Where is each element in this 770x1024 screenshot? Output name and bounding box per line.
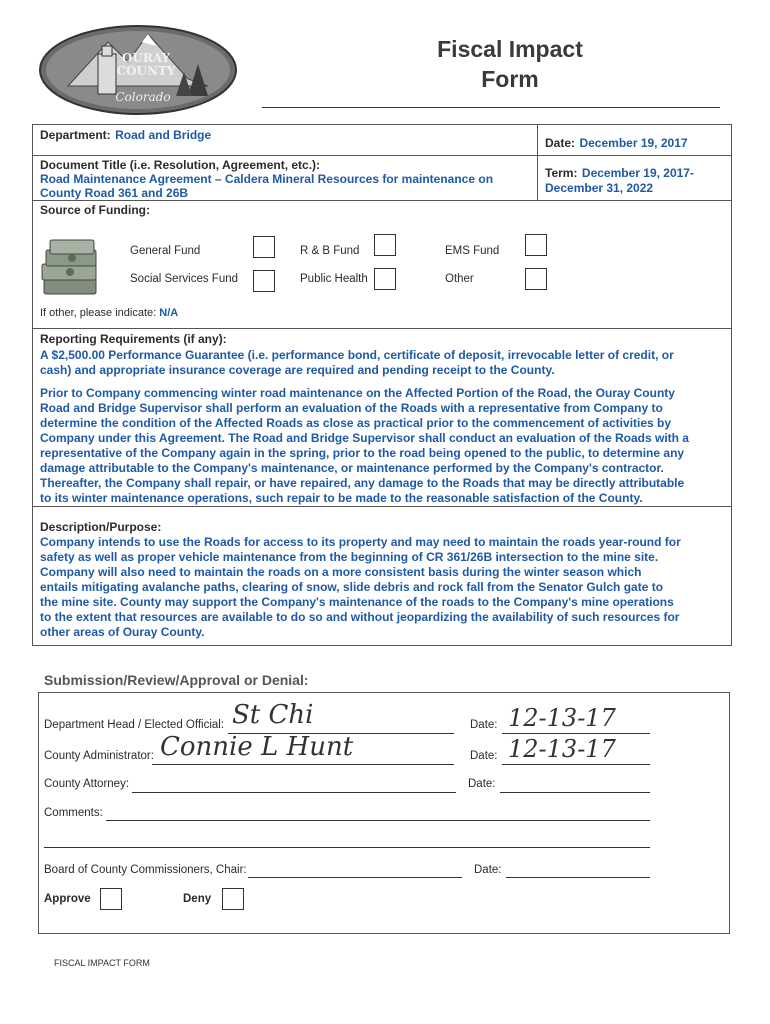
divider <box>32 328 732 329</box>
attorney-date-line[interactable] <box>500 792 650 793</box>
comments-line-1[interactable] <box>106 820 650 821</box>
text-line: to its winter maintenance operations, such repair to be made to the reasonable satisfaction of the County. <box>40 491 643 505</box>
board-chair-label: Board of County Commissioners, Chair: <box>44 864 247 876</box>
logo-text-colorado: Colorado <box>115 90 171 104</box>
fund-label-rb: R & B Fund <box>300 245 360 257</box>
administrator-signature-line[interactable] <box>152 764 454 765</box>
text-line: A $2,500.00 Performance Guarantee (i.e. performance bond, certificate of deposit, irrevocable letter of credit, or <box>40 348 674 362</box>
administrator-signature: Connie L Hunt <box>160 732 354 762</box>
comments-line-2[interactable] <box>44 847 650 848</box>
fund-label-social: Social Services Fund <box>130 273 239 285</box>
fund-label-other: Other <box>445 273 474 285</box>
text-line: representative of the Company again in the spring, prior to the road being opened to the public, to determine any <box>40 446 685 460</box>
text-line: other areas of Ouray County. <box>40 625 205 639</box>
date-value: December 19, 2017 <box>579 136 688 150</box>
money-stack-icon <box>40 238 100 300</box>
text-line: determine the condition of the Affected Roads as close as practical prior to the commencement of activities by <box>40 416 672 430</box>
date-label-3: Date: <box>468 778 496 790</box>
other-indicate <box>40 307 178 319</box>
document-title-line: County Road 361 and 26B <box>40 186 189 200</box>
reporting-paragraph-2 <box>40 386 730 506</box>
fund-label-ems: EMS Fund <box>445 245 500 257</box>
date-label-2: Date: <box>470 750 498 762</box>
text-line: to the extent that resources are available to do so and without jeopardizing the availability of such resources for <box>40 610 680 624</box>
term-value-2: December 31, 2022 <box>545 181 654 195</box>
administrator-label: County Administrator: <box>44 750 154 762</box>
dept-head-date-line[interactable] <box>502 733 650 734</box>
checkbox-ems-fund[interactable] <box>525 234 547 256</box>
comments-label: Comments: <box>44 807 103 819</box>
board-chair-date-line[interactable] <box>506 877 650 878</box>
document-title-label: Document Title (i.e. Resolution, Agreement, etc.): <box>40 158 321 172</box>
fund-label-public-health: Public Health <box>300 273 368 285</box>
ouray-county-logo <box>38 24 238 116</box>
text-line: Thereafter, the Company shall repair, or have repaired, any damage to the Roads that may be directly attributable <box>40 476 685 490</box>
funding-label: Source of Funding: <box>40 203 150 217</box>
divider <box>32 506 732 507</box>
checkbox-other[interactable] <box>525 268 547 290</box>
deny-label: Deny <box>183 893 212 905</box>
date-label-4: Date: <box>474 864 502 876</box>
reporting-label: Reporting Requirements (if any): <box>40 332 227 346</box>
document-title-line: Road Maintenance Agreement – Caldera Mineral Resources for maintenance on <box>40 172 494 186</box>
description-label: Description/Purpose: <box>40 520 162 534</box>
text-line: Company intends to use the Roads for access to its property and may need to maintain the roads year-round for <box>40 535 681 549</box>
checkbox-public-health[interactable] <box>374 268 396 290</box>
date-label-1: Date: <box>470 719 498 731</box>
date-label: Date: <box>545 136 576 150</box>
deny-checkbox[interactable] <box>222 888 244 910</box>
term-label: Term: <box>545 166 578 180</box>
text-line: entails mitigating avalanche paths, clearing of snow, slide debris and rock fall from the Senator Gulch gate to <box>40 580 664 594</box>
term-field <box>545 165 694 196</box>
attorney-signature-line[interactable] <box>132 792 456 793</box>
title-rule <box>262 107 720 108</box>
logo-text-county: COUNTY <box>116 64 176 78</box>
checkbox-social-services[interactable] <box>253 270 275 292</box>
divider <box>32 200 732 201</box>
dept-head-date: 12-13-17 <box>508 704 616 732</box>
administrator-date-line[interactable] <box>502 764 650 765</box>
text-line: Company under this Agreement. The Road and Bridge Supervisor shall conduct an evaluation of the Roads with a <box>40 431 689 445</box>
checkbox-rb-fund[interactable] <box>374 234 396 256</box>
date-field <box>545 134 688 152</box>
other-indicate-value: N/A <box>159 307 179 319</box>
checkbox-general-fund[interactable] <box>253 236 275 258</box>
administrator-date: 12-13-17 <box>508 735 616 763</box>
footer-text: FISCAL IMPACT FORM <box>54 958 150 968</box>
text-line: Road and Bridge Supervisor shall perform an evaluation of the Roads with a representative from Company to <box>40 401 663 415</box>
description-text <box>40 535 730 640</box>
text-line: Prior to Company commencing winter road maintenance on the Affected Portion of the Road, the Ouray County <box>40 386 675 400</box>
department-label: Department: <box>40 128 111 142</box>
attorney-label: County Attorney: <box>44 778 130 790</box>
term-value-1: December 19, 2017- <box>581 166 694 180</box>
dept-head-signature: St Chi <box>232 700 314 730</box>
text-line: cash) and appropriate insurance coverage are required and pending receipt to the County. <box>40 363 555 377</box>
title-line-1: Fiscal Impact <box>437 36 583 62</box>
document-title-value <box>40 172 493 200</box>
text-line: damage attributable to the Company's maintenance, or maintenance performed by the Company's contractor. <box>40 461 664 475</box>
department-field <box>40 126 211 144</box>
page-title <box>400 34 620 94</box>
other-indicate-label: If other, please indicate: <box>40 307 157 319</box>
title-line-2: Form <box>481 66 539 92</box>
text-line: Company will also need to maintain the roads on a more consistent basis during the winter season which <box>40 565 642 579</box>
approve-label: Approve <box>44 893 91 905</box>
board-chair-signature-line[interactable] <box>248 877 462 878</box>
approve-checkbox[interactable] <box>100 888 122 910</box>
text-line: safety as well as proper vehicle maintenance from the beginning of CR 361/26B intersection to the mine site. <box>40 550 659 564</box>
column-divider <box>537 124 538 200</box>
dept-head-label: Department Head / Elected Official: <box>44 719 225 731</box>
logo-text-ouray: OURAY <box>121 51 171 65</box>
fund-label-general: General Fund <box>130 245 201 257</box>
divider <box>32 155 732 156</box>
text-line: the mine site. County may support the Company's maintenance of the roads to the Company's mine operations <box>40 595 674 609</box>
reporting-paragraph-1 <box>40 348 730 378</box>
department-value: Road and Bridge <box>115 128 212 142</box>
approval-section-title: Submission/Review/Approval or Denial: <box>44 672 309 688</box>
